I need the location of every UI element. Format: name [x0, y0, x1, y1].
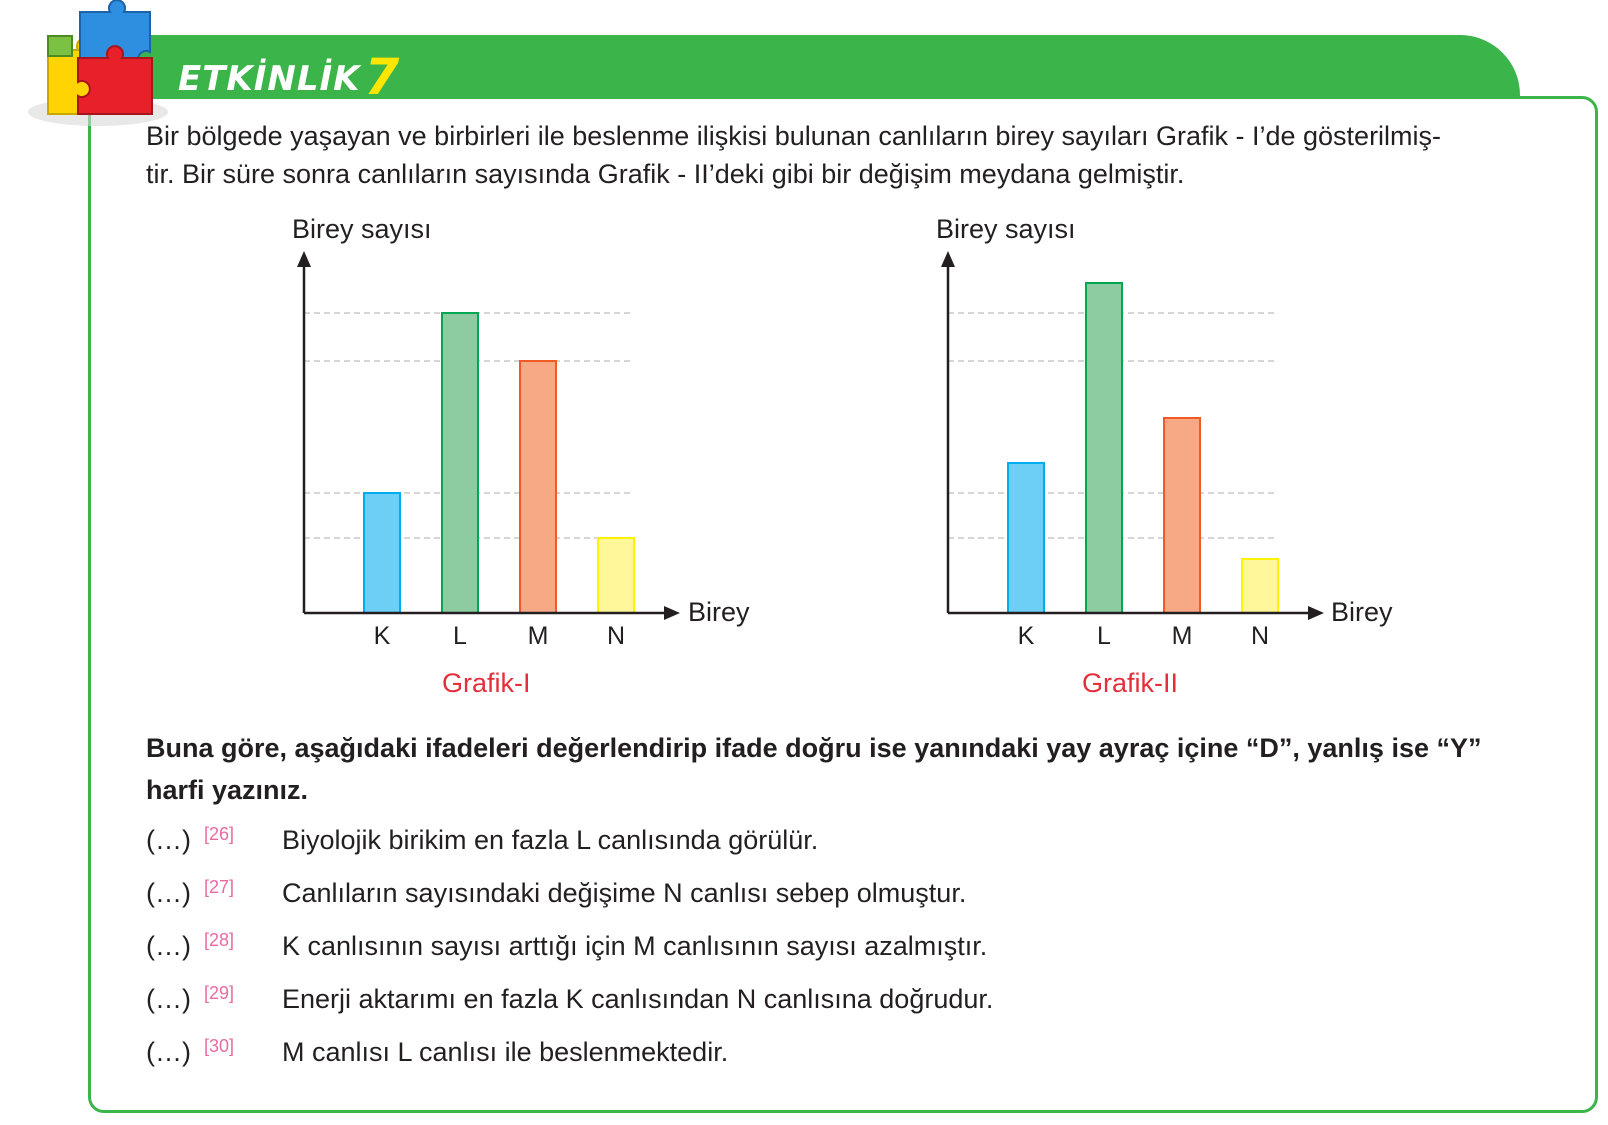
intro-line-2: tir. Bir süre sonra canlıların sayısında Grafik - II’deki gibi bir değişim meydana gelmiştir.: [146, 159, 1185, 189]
intro-line-1: Bir bölgede yaşayan ve birbirleri ile beslenme ilişkisi bulunan canlıların birey sayıları Grafik - I’de gösterilmiş-: [146, 121, 1442, 151]
statement-number-30: [30]: [204, 1036, 235, 1056]
chart1-bar-n: [598, 538, 634, 613]
chart2-y-arrow: [941, 251, 955, 267]
statement-number-26: [26]: [204, 824, 235, 844]
chart2-caption: Grafik-II: [1082, 668, 1179, 698]
chart2-tick-k: K: [1017, 622, 1035, 650]
statement-number-28: [28]: [204, 930, 235, 950]
statement-number-27: [27]: [204, 877, 235, 897]
answer-blank-26[interactable]: (…): [146, 825, 191, 855]
chart2-bar-l: [1086, 283, 1122, 613]
chart1-bar-m: [520, 361, 556, 613]
chart1-x-arrow: [664, 606, 680, 620]
chart2-bar-k: [1008, 463, 1044, 613]
chart1-xlabel: Birey: [688, 597, 750, 627]
chart2-bar-m: [1164, 418, 1200, 613]
chart2-xlabel: Birey: [1331, 597, 1393, 627]
statement-text-30: M canlısı L canlısı ile beslenmektedir.: [282, 1037, 729, 1067]
chart2-tick-n: N: [1250, 622, 1270, 650]
chart1-bar-l: [442, 313, 478, 613]
question-text: Buna göre, aşağıdaki ifadeleri değerlendirip ifade doğru ise yanındaki yay ayraç içine “D”, yanlış ise “Y” harfi yazınız.: [146, 733, 1482, 805]
chart1-y-arrow: [297, 251, 311, 267]
statement-text-27: Canlıların sayısındaki değişime N canlısı sebep olmuştur.: [282, 878, 967, 908]
chart2-bar-n: [1242, 559, 1278, 613]
answer-blank-29[interactable]: (…): [146, 984, 191, 1014]
answer-blank-30[interactable]: (…): [146, 1037, 191, 1067]
chart2-tick-m: M: [1171, 622, 1193, 650]
answer-blank-28[interactable]: (…): [146, 931, 191, 961]
title-word: ETKİNLİK: [178, 59, 361, 99]
chart1-tick-k: K: [373, 622, 391, 650]
statement-text-26: Biyolojik birikim en fazla L canlısında görülür.: [282, 825, 819, 855]
chart1-tick-m: M: [527, 622, 549, 650]
statement-text-28: K canlısının sayısı arttığı için M canlısının sayısı azalmıştır.: [282, 931, 988, 961]
chart1-tick-l: L: [453, 622, 467, 650]
chart1-bar-k: [364, 493, 400, 613]
statement-text-29: Enerji aktarımı en fazla K canlısından N canlısına doğrudur.: [282, 984, 994, 1014]
chart2-x-arrow: [1308, 606, 1324, 620]
title-number: 7: [364, 48, 401, 106]
chart2-ylabel: Birey sayısı: [936, 214, 1076, 244]
statement-number-29: [29]: [204, 983, 235, 1003]
answer-blank-27[interactable]: (…): [146, 878, 191, 908]
chart1-caption: Grafik-I: [442, 668, 531, 698]
chart1-ylabel: Birey sayısı: [292, 214, 432, 244]
chart2-tick-l: L: [1097, 622, 1111, 650]
chart1-tick-n: N: [606, 622, 626, 650]
